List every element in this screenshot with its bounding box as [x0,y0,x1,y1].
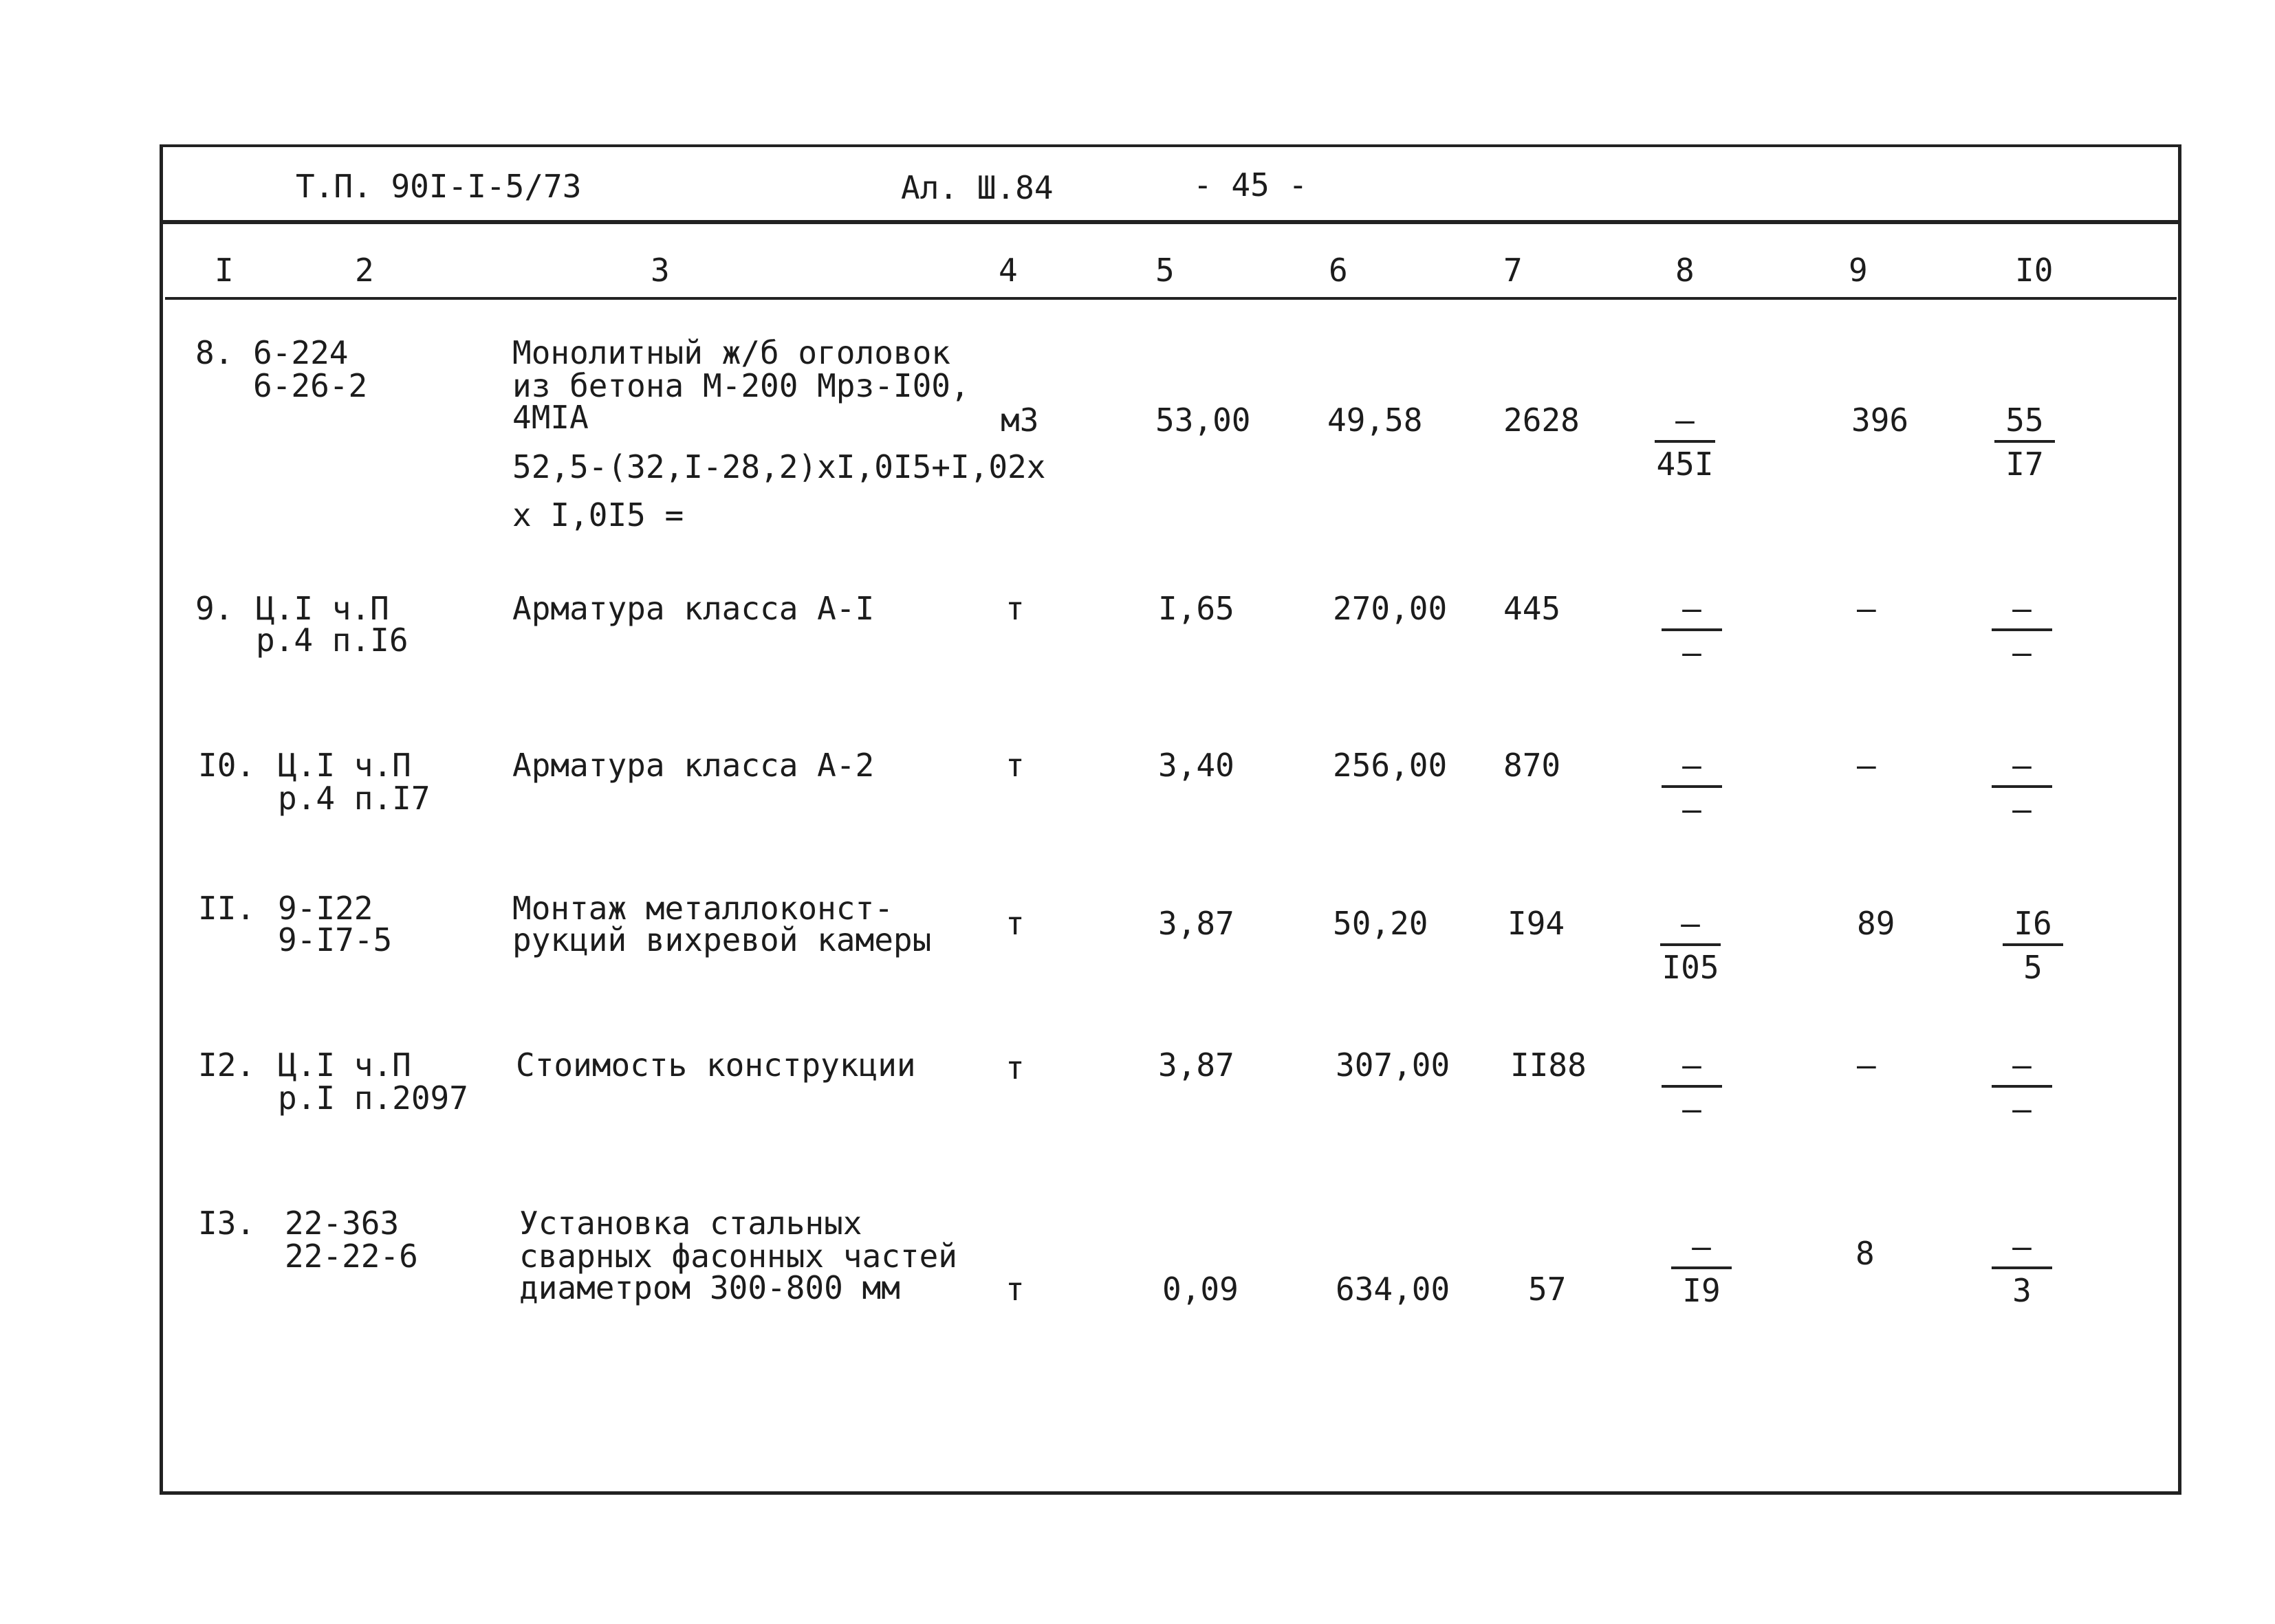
total-cost: 2628 [1503,402,1580,439]
norm-code: 6-26-2 [253,367,368,404]
volume-calculation: 52,5-(32,I-28,2)xI,0I5+I,02x [512,448,1046,485]
work-description: из бетона М-200 Мрз-I00, [512,367,970,404]
fraction-col8: – I05 [1656,908,1725,983]
unit: м3 [1001,402,1039,439]
col9-value: 8 [1855,1235,1875,1272]
row-number: I3. [198,1205,256,1242]
row-number: I2. [198,1046,256,1084]
row-number: 9. [195,590,234,627]
norm-code: 6-224 [253,334,349,371]
page-number: - 45 - [1193,166,1308,204]
norm-code: Ц.I ч.П [278,747,411,784]
column-header: 3 [651,252,670,289]
norm-code: 9-I7-5 [278,921,393,958]
fraction-col8: – 45I [1651,404,1719,480]
fraction-col8: – – [1657,593,1726,668]
unit: т [1005,905,1025,942]
column-header: 9 [1849,252,1868,289]
total-cost: 870 [1503,747,1561,784]
fraction-col8: – – [1657,749,1726,825]
col9-value: – [1857,590,1876,627]
row-number: 8. [195,334,234,371]
work-description: Стоимость конструкции [516,1046,916,1084]
fraction-col8: – – [1657,1049,1726,1125]
quantity: I,65 [1158,590,1234,627]
col9-value: 89 [1857,905,1895,942]
quantity: 0,09 [1162,1271,1239,1308]
col9-value: – [1857,747,1876,784]
column-header-divider [165,297,2177,300]
fraction-col10: – – [1988,749,2056,825]
column-header: 6 [1329,252,1348,289]
work-description: Арматура класса А-2 [512,747,875,784]
unit-price: 256,00 [1333,747,1448,784]
unit-price: 270,00 [1333,590,1448,627]
work-description: Монтаж металлоконст- [512,890,893,927]
row-number: II. [198,890,256,927]
total-cost: 445 [1503,590,1561,627]
album-number: Ал. Ш.84 [901,169,1054,206]
fraction-col10: – – [1988,593,2056,668]
norm-code: 22-363 [285,1205,400,1242]
work-description: сварных фасонных частей [519,1238,957,1275]
column-header: 5 [1155,252,1175,289]
norm-code: р.4 п.I7 [278,780,431,817]
fraction-col10: – – [1988,1049,2056,1125]
col9-value: 396 [1851,402,1909,439]
work-description: Арматура класса А-I [512,590,875,627]
column-header: I [215,252,234,289]
unit-price: 634,00 [1336,1271,1450,1308]
norm-code: Ц.I ч.П [256,590,389,627]
total-cost: II88 [1510,1046,1587,1084]
work-description: Установка стальных [519,1205,862,1242]
total-cost: 57 [1528,1271,1567,1308]
project-code: Т.П. 90I-I-5/73 [296,168,582,205]
unit-price: 50,20 [1333,905,1428,942]
fraction-col10: – 3 [1988,1231,2056,1306]
work-description: рукций вихревой камеры [512,921,932,958]
col9-value: – [1857,1046,1876,1084]
work-description: диаметром 300-800 мм [519,1269,900,1306]
work-description: Монолитный ж/б оголовок [512,334,950,371]
quantity: 53,00 [1155,402,1251,439]
column-header: 2 [355,252,374,289]
norm-code: р.4 п.I6 [256,622,409,659]
column-header: 4 [999,252,1018,289]
fraction-col10: 55 I7 [1990,404,2059,480]
unit-price: 307,00 [1336,1046,1450,1084]
column-header: I0 [2015,252,2054,289]
unit: т [1005,1049,1025,1086]
column-header: 8 [1675,252,1695,289]
quantity: 3,87 [1158,905,1234,942]
fraction-col8: – I9 [1667,1231,1736,1306]
norm-code: 22-22-6 [285,1238,418,1275]
total-cost: I94 [1507,905,1565,942]
work-description: 4МIА [512,399,589,436]
volume-calculation: x I,0I5 = [512,496,684,534]
unit-price: 49,58 [1327,402,1423,439]
unit: т [1005,747,1025,784]
norm-code: 9-I22 [278,890,373,927]
row-number: I0. [198,747,256,784]
unit: т [1005,1271,1025,1308]
fraction-col10: I6 5 [1999,908,2067,983]
norm-code: Ц.I ч.П [278,1046,411,1084]
quantity: 3,87 [1158,1046,1234,1084]
quantity: 3,40 [1158,747,1234,784]
header-divider [160,220,2181,224]
column-header: 7 [1503,252,1523,289]
unit: т [1005,590,1025,627]
norm-code: р.I п.2097 [278,1079,468,1117]
